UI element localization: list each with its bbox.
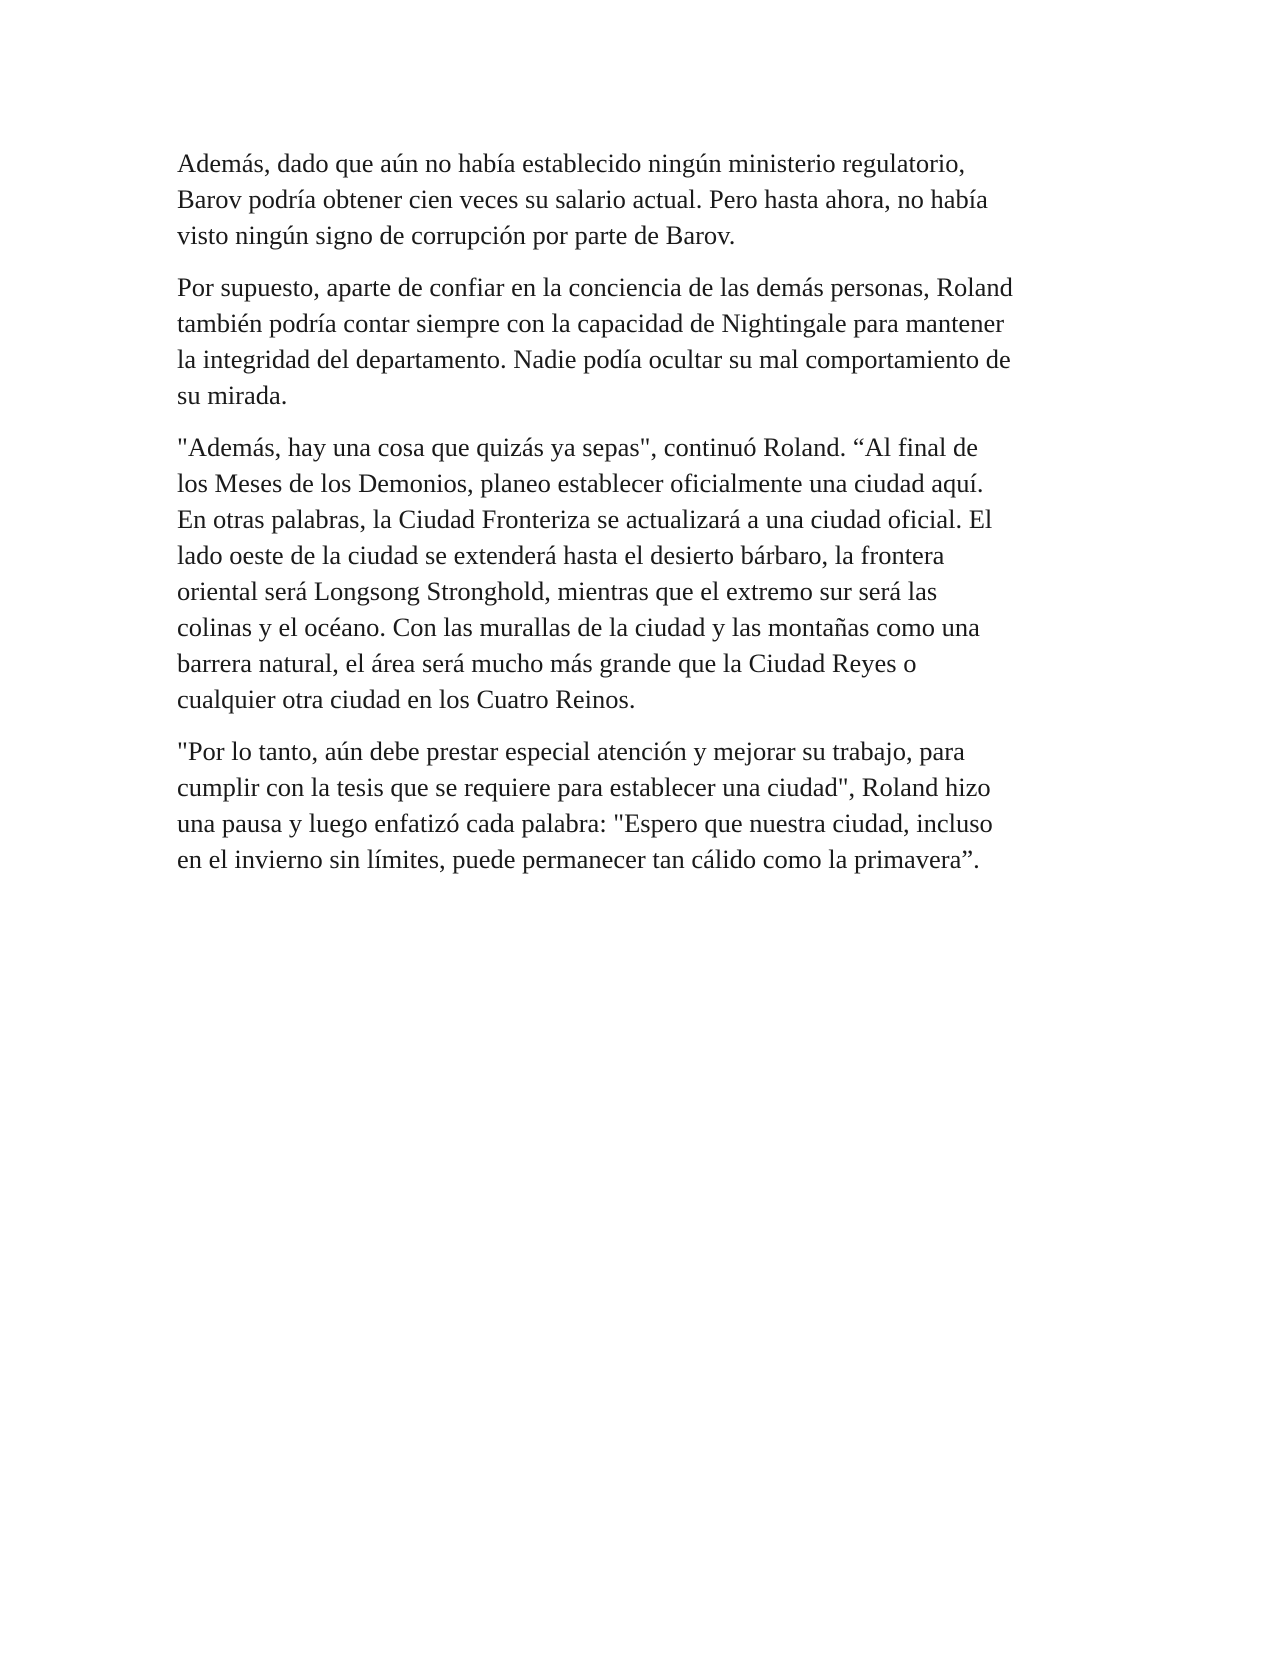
paragraph-line: "Por lo tanto, aún debe prestar especial atención y mejorar su trabajo, para xyxy=(177,736,965,766)
paragraph-line: Barov podría obtener cien veces su salario actual. Pero hasta ahora, no había xyxy=(177,184,988,214)
paragraph-line: lado oeste de la ciudad se extenderá hasta el desierto bárbaro, la frontera xyxy=(177,540,945,570)
paragraph-line: en el invierno sin límites, puede permanecer tan cálido como la primavera”. xyxy=(177,844,980,874)
paragraph-line: una pausa y luego enfatizó cada palabra: "Espero que nuestra ciudad, incluso xyxy=(177,808,993,838)
paragraph-line: "Además, hay una cosa que quizás ya sepas", continuó Roland. “Al final de xyxy=(177,432,978,462)
paragraph-line: cumplir con la tesis que se requiere para establecer una ciudad", Roland hizo xyxy=(177,772,991,802)
paragraph-2 xyxy=(177,269,1107,413)
paragraph-line: oriental será Longsong Stronghold, mientras que el extremo sur será las xyxy=(177,576,938,606)
document-body xyxy=(177,145,1107,893)
paragraph-line: la integridad del departamento. Nadie podía ocultar su mal comportamiento de xyxy=(177,344,1011,374)
paragraph-line: barrera natural, el área será mucho más grande que la Ciudad Reyes o xyxy=(177,648,917,678)
paragraph-line: los Meses de los Demonios, planeo establecer oficialmente una ciudad aquí. xyxy=(177,468,984,498)
paragraph-line: cualquier otra ciudad en los Cuatro Reinos. xyxy=(177,684,636,714)
paragraph-line: Además, dado que aún no había establecido ningún ministerio regulatorio, xyxy=(177,148,966,178)
paragraph-line: visto ningún signo de corrupción por parte de Barov. xyxy=(177,220,736,250)
paragraph-line: su mirada. xyxy=(177,380,288,410)
paragraph-3 xyxy=(177,429,1107,717)
paragraph-line: En otras palabras, la Ciudad Fronteriza se actualizará a una ciudad oficial. El xyxy=(177,504,993,534)
paragraph-4 xyxy=(177,733,1107,877)
paragraph-line: Por supuesto, aparte de confiar en la conciencia de las demás personas, Roland xyxy=(177,272,1013,302)
paragraph-line: colinas y el océano. Con las murallas de la ciudad y las montañas como una xyxy=(177,612,980,642)
paragraph-line: también podría contar siempre con la capacidad de Nightingale para mantener xyxy=(177,308,1005,338)
paragraph-1 xyxy=(177,145,1107,253)
